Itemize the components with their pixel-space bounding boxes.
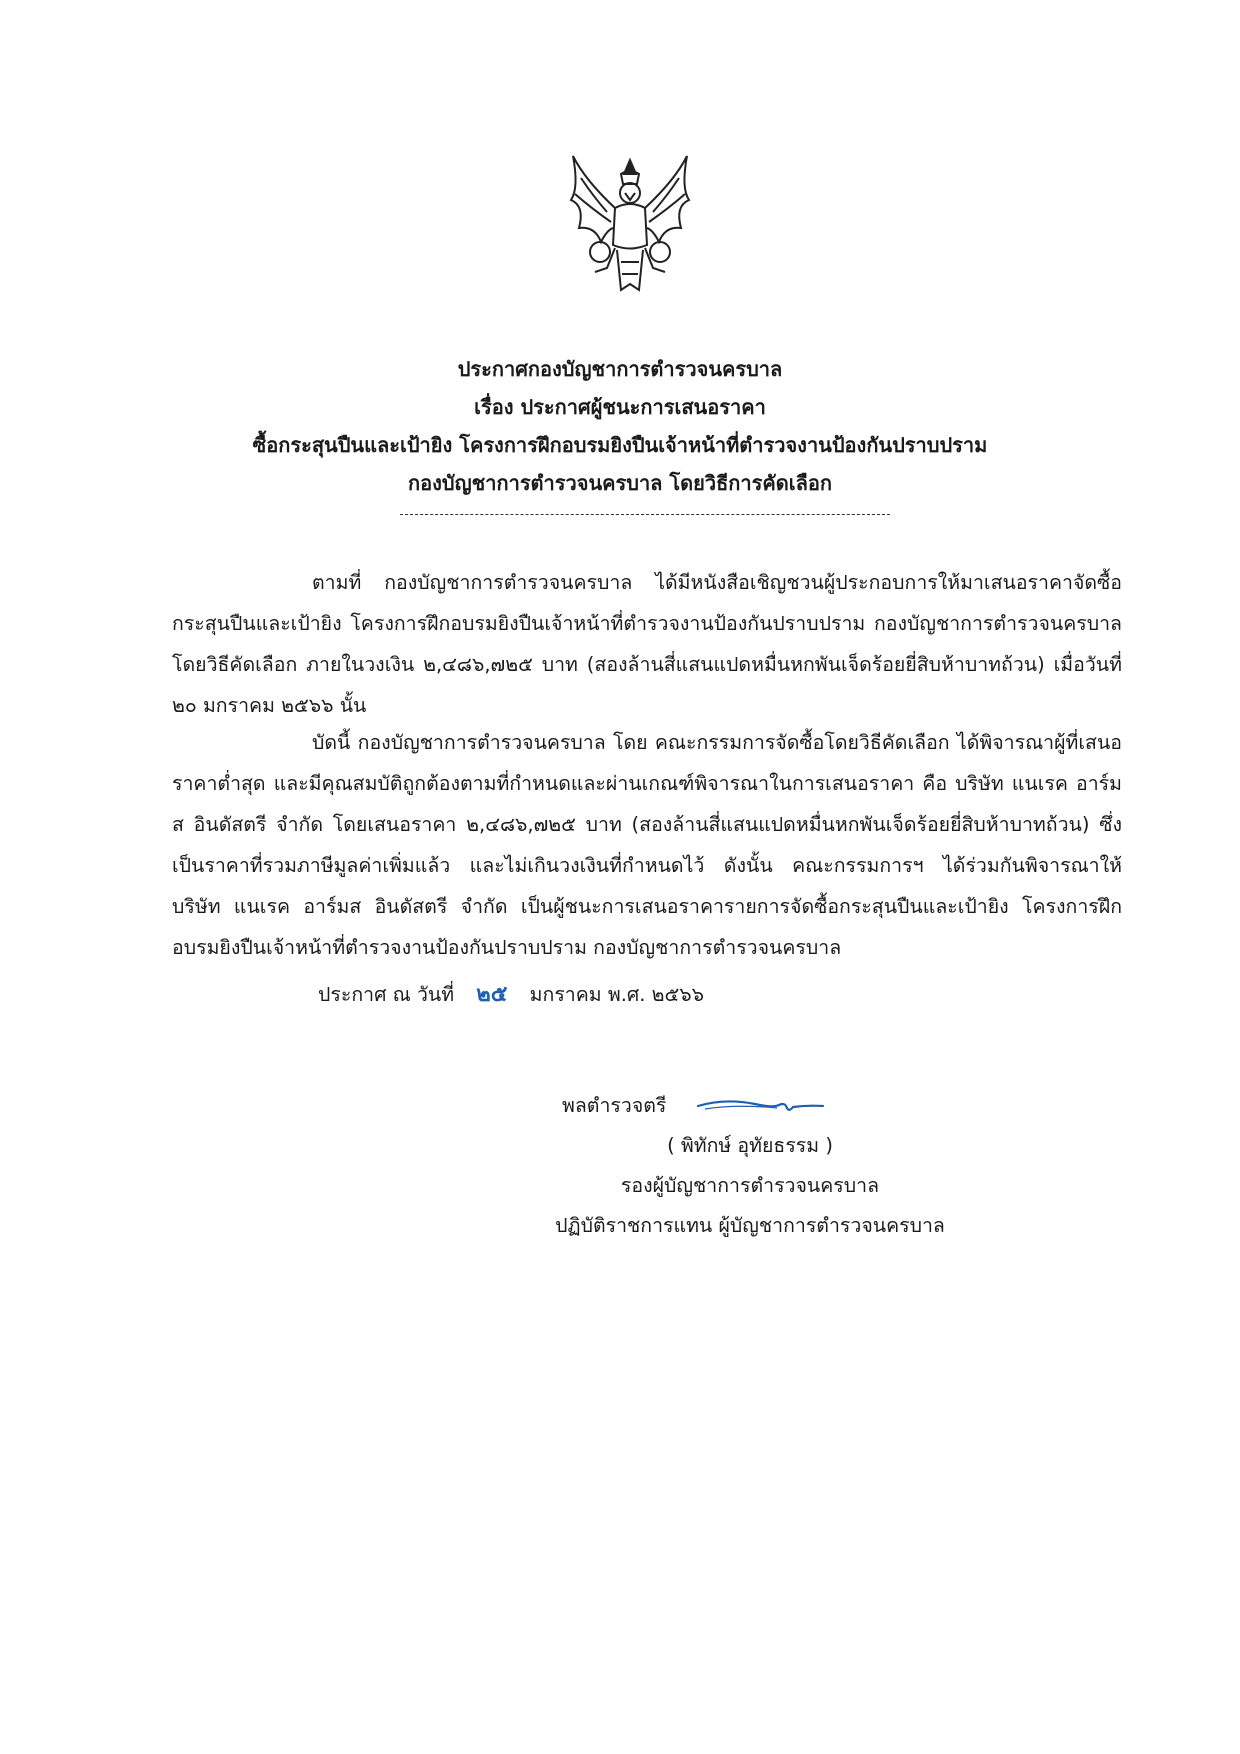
announcement-subject-agency: กองบัญชาการตำรวจนครบาล โดยวิธีการคัดเลือก [408, 471, 832, 495]
signer-rank: พลตำรวจตรี [562, 1094, 667, 1117]
announcement-subject: เรื่อง ประกาศผู้ชนะการเสนอราคา [474, 395, 766, 419]
handwritten-day: ๒๕ [476, 982, 508, 1007]
signer-name: ( พิทักษ์ อุทัยธรรม ) [667, 1134, 833, 1157]
announcement-date [318, 975, 704, 1015]
signer-position: รองผู้บัญชาการตำรวจนครบาล [620, 1174, 880, 1197]
signer-acting-role: ปฏิบัติราชการแทน ผู้บัญชาการตำรวจนครบาล [555, 1214, 945, 1237]
divider [400, 514, 890, 515]
paragraph-1: ตามที่ กองบัญชาการตำรวจนครบาล ได้มีหนังสือเชิญชวนผู้ประกอบการให้มาเสนอราคาจัดซื้อกระสุนปืนและเป้ายิง โครงการฝึกอบรมยิงปืนเจ้าหน้าที่ตำรวจงานป้องกันปราบปราม กองบัญชาการตำรวจนครบาล โดยวิธีคัดเลือก ภายในวงเงิน ๒,๔๘๖,๗๒๕ บาท (สองล้านสี่แสนแปดหมื่นหกพันเจ็ดร้อยยี่สิบห้าบาทถ้วน) เมื่อวันที่ ๒๐ มกราคม ๒๕๖๖ นั้น [172, 571, 1122, 717]
date-month-year: มกราคม พ.ศ. ๒๕๖๖ [529, 983, 705, 1006]
signature-block [520, 1126, 980, 1246]
date-prefix: ประกาศ ณ วันที่ [318, 983, 455, 1006]
handwritten-signature [695, 1092, 825, 1120]
paragraph-2: บัดนี้ กองบัญชาการตำรวจนครบาล โดย คณะกรรมการจัดซื้อโดยวิธีคัดเลือก ได้พิจารณาผู้ที่เสนอราคาต่ำสุด และมีคุณสมบัติถูกต้องตามที่กำหนดและผ่านเกณฑ์พิจารณาในการเสนอราคา คือ บริษัท แนเรค อาร์มส อินดัสตรี จำกัด โดยเสนอราคา ๒,๔๘๖,๗๒๕ บาท (สองล้านสี่แสนแปดหมื่นหกพันเจ็ดร้อยยี่สิบห้าบาทถ้วน) ซึ่งเป็นราคาที่รวมภาษีมูลค่าเพิ่มแล้ว และไม่เกินวงเงินที่กำหนดไว้ ดังนั้น คณะกรรมการฯ ได้ร่วมกันพิจารณาให้ บริษัท แนเรค อาร์มส อินดัสตรี จำกัด เป็นผู้ชนะการเสนอราคารายการจัดซื้อกระสุนปืนและเป้ายิง โครงการฝึกอบรมยิงปืนเจ้าหน้าที่ตำรวจงานป้องกันปราบปราม กองบัญชาการตำรวจนครบาล [172, 731, 1122, 959]
announcement-title: ประกาศกองบัญชาการตำรวจนครบาล [457, 357, 783, 381]
garuda-emblem-icon [555, 150, 705, 300]
announcement-subject-detail: ซื้อกระสุนปืนและเป้ายิง โครงการฝึกอบรมยิงปืนเจ้าหน้าที่ตำรวจงานป้องกันปราบปราม [252, 433, 988, 457]
